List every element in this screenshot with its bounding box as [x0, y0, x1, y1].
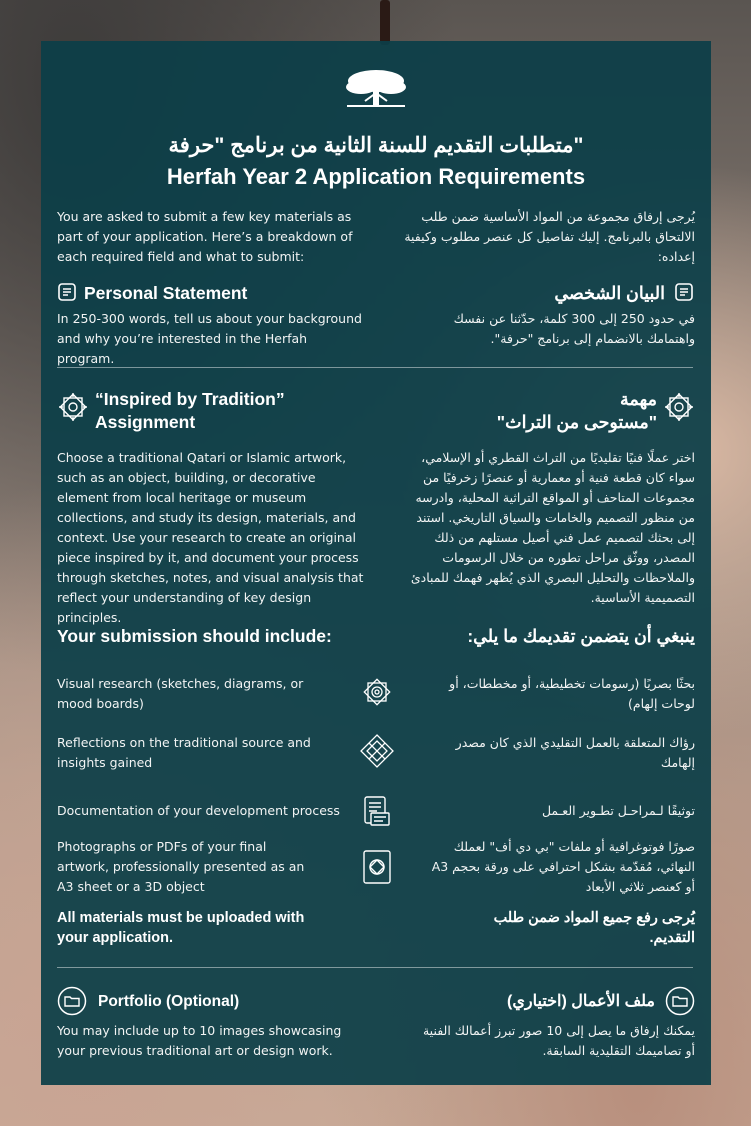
assignment-heading-en-line1: “Inspired by Tradition” — [95, 389, 285, 409]
submission-item-en: Documentation of your development process — [57, 803, 340, 818]
portfolio-body-en: You may include up to 10 images showcasing your previous traditional art or design work. — [57, 1023, 342, 1058]
framed-artwork-icon — [359, 849, 395, 885]
portfolio-heading-ar: ملف الأعمال (اختياري) — [507, 993, 655, 1010]
assignment-heading-en-line2: Assignment — [95, 412, 196, 432]
personal-statement-body-ar: في حدود 250 إلى 300 كلمة، حدّثنا عن نفسك واهتمامك بالانضمام إلى برنامج "حرفة". — [453, 311, 695, 346]
assignment-heading-ar-line1: مهمة — [620, 389, 657, 409]
submission-item-ar: توثيقًا لـمراحـل تطـوير العـمل — [541, 803, 695, 818]
submission-item-en: Photographs or PDFs of your final artwork, professionally presented as an A3 sheet or a 3D object — [57, 839, 305, 894]
assignment-heading-ar-line2: "مستوحى من التراث" — [496, 412, 657, 432]
personal-statement-body-en: In 250-300 words, tell us about your background and why you’re interested in the Herfah program. — [57, 311, 362, 366]
submission-item-en: Reflections on the traditional source and insights gained — [57, 735, 311, 770]
page-title-english: Herfah Year 2 Application Requirements — [166, 164, 586, 189]
document-icon — [57, 282, 77, 302]
background-brush-handle — [380, 0, 390, 45]
intro-english: You are asked to submit a few key materials as part of your application. Here’s a breakdown of each required field and what to submit: — [57, 209, 353, 264]
divider — [57, 367, 693, 368]
upload-note-en: All materials must be uploaded with your application. — [57, 910, 305, 946]
document-icon — [674, 282, 694, 302]
submission-item-ar: بحثًا بصريًا (رسومات تخطيطية، أو مخططات، أو لوحات إلهام) — [449, 676, 695, 711]
star-pattern-icon — [359, 674, 395, 710]
portfolio-heading-en: Portfolio (Optional) — [98, 993, 240, 1010]
submission-heading-ar: ينبغي أن يتضمن تقديمك ما يلي: — [467, 626, 695, 646]
folder-icon — [57, 986, 87, 1016]
assignment-body-ar: اختر عملًا فنيًا تقليديًا من التراث القطري أو الإسلامي، سواء كان قطعة فنية أو معمارية أو عنصرًا زخرفيًا من مجموعات المتاحف أو المواقع التراثية المحلية، وادرسه من منظور التصميم والخامات والسياق التاريخي. استند إلى بحثك لتصميم عمل فني أصيل مستلهم من ذلك المصدر، ووثّق مراحل تطوره من خلال الرسومات والملاحظات والتحليل البصري الذي يُظهر فهمك للمبادئ التصميمية الأساسية. — [410, 450, 695, 605]
personal-statement-heading-ar: البيان الشخصي — [554, 283, 665, 303]
star-pattern-icon — [663, 391, 695, 423]
divider — [57, 967, 693, 968]
assignment-body-en: Choose a traditional Qatari or Islamic artwork, such as an object, building, or decorative element from local heritage or museum collections, and study its design, materials, and context. Use your research to create an original piece inspired by it, and document your process through sketches, notes, and visual analysis that reflect your understanding of key design principles. — [57, 450, 364, 625]
intro-arabic: يُرجى إرفاق مجموعة من المواد الأساسية ضمن طلب الالتحاق بالبرنامج. إليك تفاصيل كل عنصر مطلوب وكيفية إعداده: — [404, 209, 695, 264]
submission-item-en: Visual research (sketches, diagrams, or mood boards) — [57, 676, 304, 711]
upload-note-ar: يُرجى رفع جميع المواد ضمن طلب التقديم. — [493, 910, 695, 946]
personal-statement-heading-en: Personal Statement — [84, 283, 248, 303]
portfolio-body-ar: يمكنك إرفاق ما يصل إلى 10 صور تبرز أعمالك الفنية أو تصاميمك التقليدية السابقة. — [422, 1023, 695, 1058]
tree-logo-icon — [343, 67, 409, 111]
submission-item-ar: رؤاك المتعلقة بالعمل التقليدي الذي كان مصدر إلهامك — [455, 735, 695, 770]
notebook-icon — [359, 793, 395, 829]
page-title-arabic: متطلبات التقديم للسنة الثانية من برنامج "حرفة" — [168, 134, 584, 157]
star-pattern-icon — [57, 391, 89, 423]
requirements-panel — [41, 41, 711, 1085]
submission-heading-en: Your submission should include: — [57, 626, 332, 646]
submission-item-ar: صورًا فوتوغرافية أو ملفات "بي دي أف" لعملك النهائي، مُقدّمة بشكل احترافي على ورقة بحجم A3 أو كعنصر ثلاثي الأبعاد — [431, 839, 695, 894]
folder-icon — [665, 986, 695, 1016]
diamond-pattern-icon — [359, 733, 395, 769]
